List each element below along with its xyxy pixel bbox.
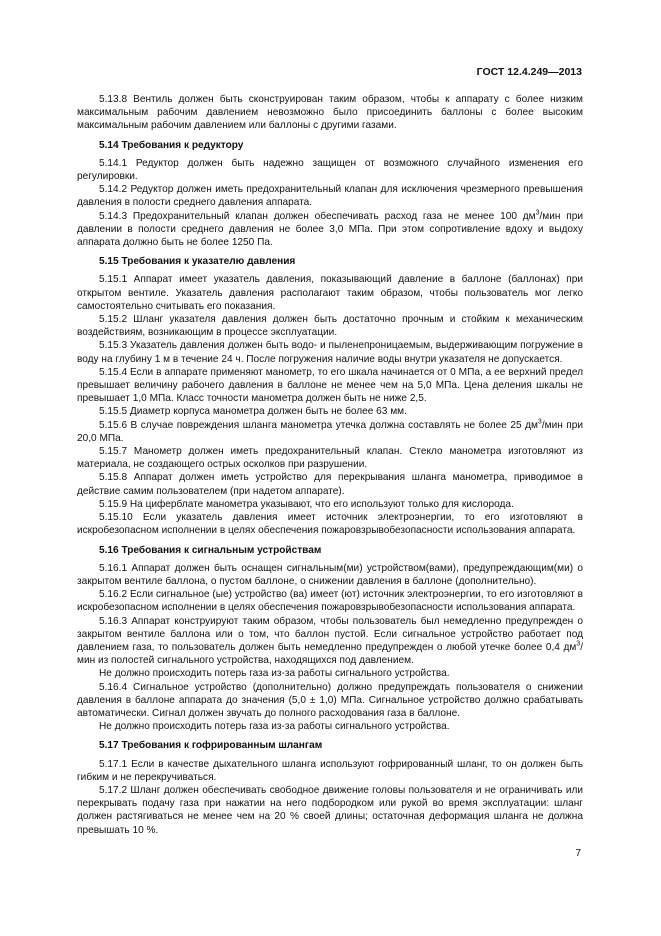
paragraph: 5.15.1 Аппарат имеет указатель давления, показывающий давление в баллоне (баллонах) при открытом вентиле. Указатель давления располагают таким образом, чтобы пользователь мог легко самостоятельно считывать его показания. bbox=[77, 274, 583, 312]
paragraph: 5.14.1 Редуктор должен быть надежно защищен от возможного случайного изменения его регулировки. bbox=[77, 157, 583, 183]
paragraph: 5.14.2 Редуктор должен иметь предохранительный клапан для исключения чрезмерного превышения давления в полости среднего давления аппарата. bbox=[77, 184, 583, 209]
paragraph-text: /мин из полостей сигнального устройства, находящихся под давлением. bbox=[77, 641, 583, 667]
paragraph-text: 5.14.3 Предохранительный клапан должен обеспечивать расход газа не менее 100 дм bbox=[99, 210, 536, 222]
document-body bbox=[77, 93, 583, 837]
paragraph: 5.15.3 Указатель давления должен быть водо- и пыленепроницаемым, выдерживающим погружение в воду на глубину 1 м в течение 24 ч. После погружения наличие воды внутри указателя не допускается. bbox=[77, 340, 583, 365]
paragraph bbox=[77, 419, 583, 445]
page-number: 7 bbox=[575, 848, 581, 859]
section-heading: 5.15 Требования к указателю давления bbox=[99, 256, 296, 268]
paragraph: 5.15.9 На циферблате манометра указывают, что его используют только для кислорода. bbox=[99, 498, 514, 510]
paragraph: 5.15.8 Аппарат должен иметь устройство для перекрывания шланга манометра, приводимое в действие самим пользователем (при надетом аппарате). bbox=[77, 472, 583, 497]
paragraph-text: /мин при 20,0 МПа. bbox=[77, 419, 583, 444]
paragraph-text: 5.16.3 Аппарат конструируют таким образом, чтобы пользователь был немедленно предупрежден о закрытом вентиле баллона или о том, что баллон пустой. Если сигнальное устройство работает под давлением газа, то пользователь должен быть немедленно предупрежден о любой утечке более 0,4 дм bbox=[77, 615, 583, 653]
document-code-header: ГОСТ 12.4.249—2013 bbox=[476, 66, 582, 78]
paragraph: Не должно происходить потерь газа из-за работы сигнального устройства. bbox=[99, 668, 450, 680]
paragraph: 5.16.4 Сигнальное устройство (дополнительно) должно предупреждать пользователя о снижении давления в баллоне аппарата до значения (5,0 ± 1,0) МПа. Сигнальное устройство должно срабатывать автоматически. Сигнал должен звучать до полного расходования газа в баллоне. bbox=[77, 681, 583, 719]
section-heading: 5.16 Требования к сигнальным устройствам bbox=[99, 544, 322, 556]
paragraph: 5.15.2 Шланг указателя давления должен быть достаточно прочным и стойким к механическим воздействиям, возникающим в процессе эксплуатации. bbox=[77, 314, 583, 339]
paragraph: 5.16.2 Если сигнальное (ые) устройство (ва) имеет (ют) источник электроэнергии, то его изготовляют в искробезопасном исполнении в целях обеспечения пожаровзрывобезопасности использования аппарата. bbox=[77, 589, 583, 614]
paragraph-text: 5.15.6 В случае повреждения шланга манометра утечка должна составлять не более 25 дм bbox=[99, 419, 538, 431]
superscript: 3 bbox=[535, 209, 540, 217]
paragraph: 5.15.10 Если указатель давления имеет источник электроэнергии, то его изготовляют в искробезопасном исполнении в целях обеспечения пожаровзрывобезопасности использования аппарата. bbox=[77, 512, 583, 537]
paragraph: 5.17.1 Если в качестве дыхательного шланга используют гофрированный шланг, то он должен быть гибким и не перекручиваться. bbox=[77, 758, 583, 783]
paragraph-text: /мин при давлении в полости среднего давления не более 3,0 МПа. При этом сопротивление вдоху и выдоху аппарата должно быть не более 1250 Па. bbox=[77, 210, 583, 249]
paragraph bbox=[77, 210, 583, 250]
paragraph: 5.16.1 Аппарат должен быть оснащен сигнальным(ми) устройством(вами), предупреждающим(ми) о закрытом вентиле баллона, о пустом баллоне, о снижении давления в баллоне (дополнительно). bbox=[77, 562, 583, 587]
superscript: 3 bbox=[576, 640, 581, 648]
superscript: 3 bbox=[537, 418, 542, 426]
paragraph: Не должно происходить потерь газа из-за работы сигнального устройства. bbox=[99, 721, 450, 733]
paragraph: 5.15.7 Манометр должен иметь предохранительный клапан. Стекло манометра изготовляют из материала, не создающего острых осколков при разрушении. bbox=[77, 446, 583, 471]
section-heading: 5.17 Требования к гофрированным шлангам bbox=[99, 740, 323, 752]
paragraph: 5.13.8 Вентиль должен быть сконструирован таким образом, чтобы к аппарату с более низким максимальным рабочим давлением невозможно было присоединить баллоны с более высоким максимальным рабочим давлением или баллоны с другими газами. bbox=[77, 94, 583, 132]
section-heading: 5.14 Требования к редуктору bbox=[99, 139, 244, 151]
paragraph: 5.17.2 Шланг должен обеспечивать свободное движение головы пользователя и не ограничивать или перекрывать подачу газа при нажатии на него подбородком или рукой во время эксплуатации: шланг должен растягиваться не менее чем на 20 % своей длины; остаточная деформация шланга не должна превышать 10 %. bbox=[77, 784, 583, 836]
paragraph: 5.15.5 Диаметр корпуса манометра должен быть не более 63 мм. bbox=[99, 406, 407, 418]
paragraph: 5.15.4 Если в аппарате применяют манометр, то его шкала начинается от 0 МПа, а ее верхний предел превышает величину рабочего давления в баллоне не менее чем на 5,0 МПа. Цена деления шкалы не превышает 1,0 МПа. Класс точности манометра должен быть не ниже 2,5. bbox=[77, 366, 583, 405]
paragraph bbox=[77, 615, 583, 668]
